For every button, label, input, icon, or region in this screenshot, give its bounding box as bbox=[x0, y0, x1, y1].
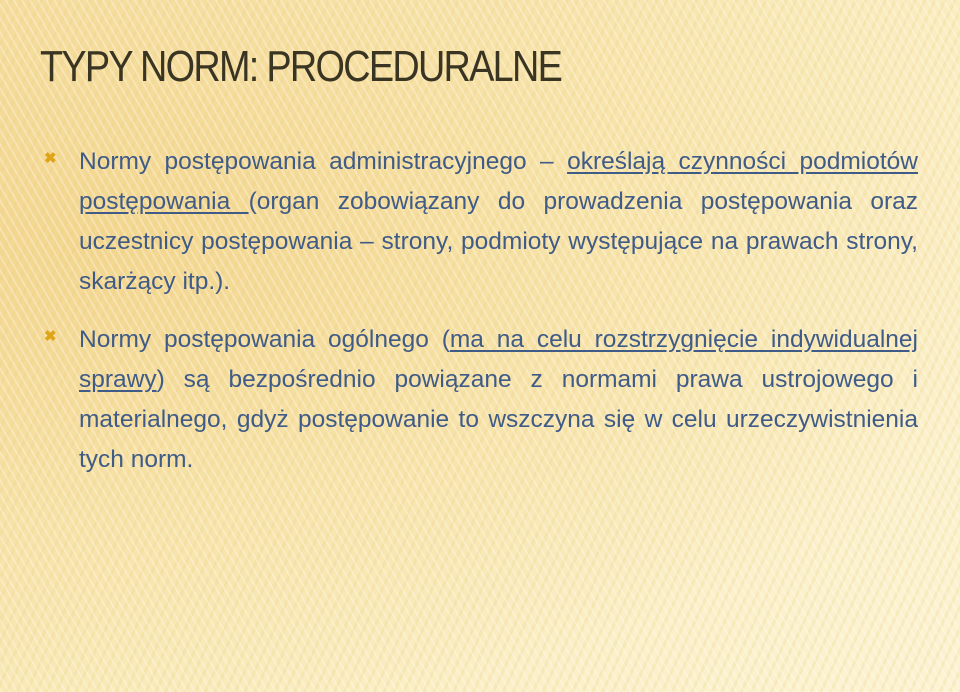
bullet-list bbox=[44, 142, 918, 498]
text-segment: Normy postępowania ogólnego ( bbox=[79, 326, 450, 353]
bullet-item bbox=[44, 320, 918, 480]
x-mark-icon: ✖ bbox=[44, 150, 57, 167]
underlined-text-segment: ma na celu rozstrzygnięcie indywidualnej sprawy bbox=[79, 326, 918, 393]
text-segment: ) są bezpośrednio powiązane z normami prawa ustrojowego i materialnego, gdyż postępowanie to wszczyna się w celu urzeczywistnienia tych norm. bbox=[79, 366, 918, 473]
slide-title: TYPY NORM: PROCEDURALNE bbox=[40, 42, 562, 91]
text-segment: (organ zobowiązany do prowadzenia postępowania oraz uczestnicy postępowania – strony, podmioty występujące na prawach strony, skarżący itp.). bbox=[79, 188, 919, 295]
underlined-text-segment: określają czynności podmiotów postępowania bbox=[79, 148, 918, 215]
bullet-text bbox=[79, 320, 918, 480]
bullet-item bbox=[44, 142, 918, 302]
x-mark-icon: ✖ bbox=[44, 328, 57, 345]
bullet-text bbox=[79, 142, 918, 302]
text-segment: Normy postępowania administracyjnego – bbox=[79, 148, 568, 175]
